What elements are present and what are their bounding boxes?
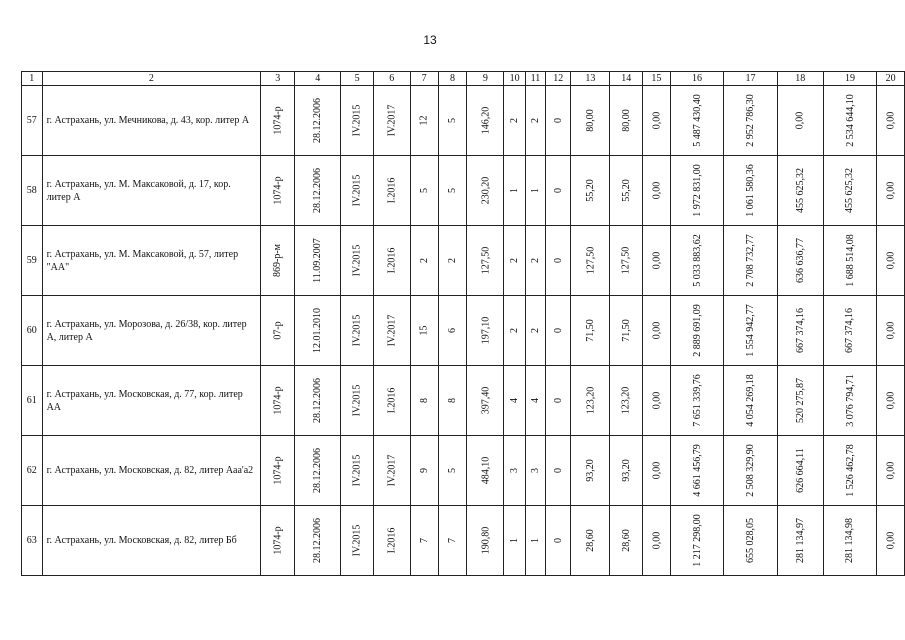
cell-value: 5 [446, 188, 458, 193]
value-cell-col-18 [777, 436, 823, 506]
cell-value: 1074-р [272, 456, 284, 485]
value-cell-col-8 [438, 156, 467, 226]
value-cell-col-10 [504, 506, 525, 576]
value-cell-col-3 [261, 506, 295, 576]
value-cell-col-17 [724, 156, 778, 226]
value-cell-col-13 [571, 86, 610, 156]
value-cell-col-6 [373, 506, 410, 576]
value-cell-col-7 [410, 226, 438, 296]
value-cell-col-11 [525, 86, 545, 156]
value-cell-col-4 [295, 366, 341, 436]
value-cell-col-15 [642, 296, 670, 366]
cell-value: 0,00 [650, 321, 662, 340]
value-cell-col-14 [610, 86, 643, 156]
value-cell-col-5 [341, 86, 374, 156]
value-cell-col-15 [642, 86, 670, 156]
cell-value: 4 [509, 398, 521, 403]
value-cell-col-20 [877, 86, 905, 156]
value-cell-col-15 [642, 366, 670, 436]
value-cell-col-11 [525, 436, 545, 506]
cell-value: IV.2015 [351, 314, 363, 347]
value-cell-col-19 [823, 366, 877, 436]
value-cell-col-11 [525, 366, 545, 436]
cell-value: 6 [446, 328, 458, 333]
cell-value: 230,20 [479, 176, 491, 205]
column-header-5: 5 [341, 72, 374, 86]
cell-value: 0,00 [650, 181, 662, 200]
cell-value: 0,00 [650, 111, 662, 130]
table-row [22, 506, 905, 576]
row-number-cell: 60 [22, 296, 43, 366]
cell-value: 71,50 [584, 319, 596, 342]
cell-value: 869-р-м [272, 244, 284, 277]
table-row [22, 296, 905, 366]
cell-value: IV.2015 [351, 174, 363, 207]
cell-value: 0,00 [650, 461, 662, 480]
value-cell-col-8 [438, 506, 467, 576]
data-table [21, 71, 905, 576]
cell-value: I.2016 [386, 527, 398, 554]
value-cell-col-7 [410, 366, 438, 436]
value-cell-col-7 [410, 156, 438, 226]
value-cell-col-8 [438, 436, 467, 506]
value-cell-col-10 [504, 156, 525, 226]
table-row [22, 86, 905, 156]
cell-value: 0,00 [794, 111, 806, 130]
address-cell: г. Астрахань, ул. М. Максаковой, д. 17, кор. литер А [42, 156, 261, 226]
cell-value: 12 [418, 115, 430, 126]
cell-value: 127,50 [479, 246, 491, 275]
cell-value: 5 487 430,40 [691, 94, 703, 147]
value-cell-col-14 [610, 296, 643, 366]
cell-value: 2 708 732,77 [744, 234, 756, 287]
cell-value: IV.2015 [351, 524, 363, 557]
cell-value: 3 [529, 468, 541, 473]
cell-value: 1074-р [272, 386, 284, 415]
cell-value: 655 028,05 [744, 518, 756, 563]
value-cell-col-15 [642, 436, 670, 506]
address-cell: г. Астрахань, ул. Мечникова, д. 43, кор. литер А [42, 86, 261, 156]
column-header-17: 17 [724, 72, 778, 86]
address-cell: г. Астрахань, ул. Московская, д. 82, литер Бб [42, 506, 261, 576]
value-cell-col-7 [410, 86, 438, 156]
cell-value: 8 [446, 398, 458, 403]
value-cell-col-9 [467, 156, 504, 226]
cell-value: 2 [418, 258, 430, 263]
column-header-3: 3 [261, 72, 295, 86]
cell-value: 11.09.2007 [312, 238, 324, 283]
cell-value: 0 [552, 188, 564, 193]
row-number-cell: 61 [22, 366, 43, 436]
cell-value: 2 889 691,09 [691, 304, 703, 357]
cell-value: IV.2015 [351, 384, 363, 417]
value-cell-col-20 [877, 156, 905, 226]
cell-value: 1 061 580,36 [744, 164, 756, 217]
value-cell-col-13 [571, 156, 610, 226]
cell-value: 127,50 [584, 246, 596, 275]
value-cell-col-20 [877, 226, 905, 296]
value-cell-col-16 [670, 436, 724, 506]
value-cell-col-20 [877, 436, 905, 506]
cell-value: 8 [418, 398, 430, 403]
value-cell-col-9 [467, 86, 504, 156]
cell-value: 0,00 [885, 111, 897, 130]
cell-value: 0,00 [885, 531, 897, 550]
value-cell-col-14 [610, 156, 643, 226]
row-number-cell: 63 [22, 506, 43, 576]
cell-value: 28.12.2006 [312, 98, 324, 143]
value-cell-col-11 [525, 296, 545, 366]
value-cell-col-8 [438, 86, 467, 156]
cell-value: 28,60 [584, 529, 596, 552]
column-header-10: 10 [504, 72, 525, 86]
value-cell-col-18 [777, 86, 823, 156]
column-header-1: 1 [22, 72, 43, 86]
cell-value: 0 [552, 328, 564, 333]
column-header-8: 8 [438, 72, 467, 86]
value-cell-col-17 [724, 366, 778, 436]
cell-value: 0,00 [885, 321, 897, 340]
cell-value: 4 [529, 398, 541, 403]
cell-value: 1 [529, 538, 541, 543]
value-cell-col-12 [546, 436, 571, 506]
cell-value: 3 076 794,71 [844, 374, 856, 427]
cell-value: 28,60 [620, 529, 632, 552]
value-cell-col-18 [777, 156, 823, 226]
value-cell-col-6 [373, 156, 410, 226]
value-cell-col-19 [823, 226, 877, 296]
cell-value: 127,50 [620, 246, 632, 275]
column-header-16: 16 [670, 72, 724, 86]
value-cell-col-7 [410, 436, 438, 506]
cell-value: 0,00 [650, 531, 662, 550]
cell-value: 1 [509, 188, 521, 193]
cell-value: IV.2017 [386, 104, 398, 137]
cell-value: 0 [552, 398, 564, 403]
value-cell-col-13 [571, 226, 610, 296]
column-header-12: 12 [546, 72, 571, 86]
cell-value: 1 [509, 538, 521, 543]
value-cell-col-10 [504, 86, 525, 156]
cell-value: IV.2017 [386, 454, 398, 487]
value-cell-col-13 [571, 296, 610, 366]
cell-value: I.2016 [386, 387, 398, 414]
value-cell-col-20 [877, 366, 905, 436]
value-cell-col-3 [261, 86, 295, 156]
value-cell-col-6 [373, 366, 410, 436]
value-cell-col-4 [295, 436, 341, 506]
value-cell-col-4 [295, 296, 341, 366]
cell-value: 123,20 [620, 386, 632, 415]
value-cell-col-16 [670, 366, 724, 436]
cell-value: IV.2015 [351, 454, 363, 487]
cell-value: I.2016 [386, 177, 398, 204]
cell-value: 12.01.2010 [312, 308, 324, 353]
column-header-9: 9 [467, 72, 504, 86]
cell-value: I.2016 [386, 247, 398, 274]
value-cell-col-7 [410, 506, 438, 576]
cell-value: IV.2015 [351, 244, 363, 277]
value-cell-col-14 [610, 226, 643, 296]
cell-value: 0,00 [650, 251, 662, 270]
cell-value: 0,00 [885, 391, 897, 410]
value-cell-col-15 [642, 226, 670, 296]
address-cell: г. Астрахань, ул. Московская, д. 82, литер Ааа'а2 [42, 436, 261, 506]
column-header-7: 7 [410, 72, 438, 86]
value-cell-col-15 [642, 506, 670, 576]
cell-value: 4 661 456,79 [691, 444, 703, 497]
cell-value: 1 972 831,00 [691, 164, 703, 217]
value-cell-col-12 [546, 296, 571, 366]
value-cell-col-12 [546, 226, 571, 296]
column-header-15: 15 [642, 72, 670, 86]
value-cell-col-6 [373, 86, 410, 156]
cell-value: 190,80 [479, 526, 491, 555]
row-number-cell: 59 [22, 226, 43, 296]
cell-value: 71,50 [620, 319, 632, 342]
column-header-2: 2 [42, 72, 261, 86]
value-cell-col-19 [823, 156, 877, 226]
cell-value: 0 [552, 118, 564, 123]
table-row [22, 436, 905, 506]
cell-value: 7 [418, 538, 430, 543]
cell-value: 667 374,16 [844, 308, 856, 353]
value-cell-col-17 [724, 436, 778, 506]
cell-value: 93,20 [620, 459, 632, 482]
address-cell: г. Астрахань, ул. Московская, д. 77, кор. литер АА [42, 366, 261, 436]
value-cell-col-17 [724, 86, 778, 156]
address-cell: г. Астрахань, ул. Морозова, д. 26/38, кор. литер А, литер А [42, 296, 261, 366]
value-cell-col-14 [610, 366, 643, 436]
cell-value: 5 [418, 188, 430, 193]
column-header-19: 19 [823, 72, 877, 86]
value-cell-col-13 [571, 506, 610, 576]
row-number-cell: 58 [22, 156, 43, 226]
column-header-14: 14 [610, 72, 643, 86]
cell-value: 1 526 462,78 [844, 444, 856, 497]
cell-value: 28.12.2006 [312, 448, 324, 493]
cell-value: 281 134,98 [844, 518, 856, 563]
value-cell-col-10 [504, 436, 525, 506]
value-cell-col-4 [295, 226, 341, 296]
cell-value: 55,20 [584, 179, 596, 202]
value-cell-col-6 [373, 436, 410, 506]
cell-value: 1074-р [272, 526, 284, 555]
value-cell-col-10 [504, 296, 525, 366]
value-cell-col-11 [525, 506, 545, 576]
value-cell-col-9 [467, 436, 504, 506]
value-cell-col-16 [670, 86, 724, 156]
value-cell-col-3 [261, 296, 295, 366]
cell-value: 1074-р [272, 106, 284, 135]
column-header-4: 4 [295, 72, 341, 86]
cell-value: 1 [529, 188, 541, 193]
value-cell-col-3 [261, 436, 295, 506]
value-cell-col-5 [341, 366, 374, 436]
cell-value: 2 508 329,90 [744, 444, 756, 497]
cell-value: 93,20 [584, 459, 596, 482]
value-cell-col-5 [341, 226, 374, 296]
row-number-cell: 62 [22, 436, 43, 506]
value-cell-col-4 [295, 156, 341, 226]
value-cell-col-14 [610, 436, 643, 506]
value-cell-col-11 [525, 156, 545, 226]
cell-value: 2 [529, 118, 541, 123]
cell-value: 455 625,32 [794, 168, 806, 213]
table-row [22, 366, 905, 436]
cell-value: 07-р [272, 321, 284, 340]
value-cell-col-10 [504, 226, 525, 296]
column-header-6: 6 [373, 72, 410, 86]
cell-value: 636 636,77 [794, 238, 806, 283]
value-cell-col-20 [877, 506, 905, 576]
cell-value: 123,20 [584, 386, 596, 415]
value-cell-col-19 [823, 296, 877, 366]
value-cell-col-18 [777, 366, 823, 436]
value-cell-col-3 [261, 156, 295, 226]
cell-value: 80,00 [620, 109, 632, 132]
value-cell-col-5 [341, 506, 374, 576]
cell-value: 1 688 514,08 [844, 234, 856, 287]
cell-value: 28.12.2006 [312, 378, 324, 423]
cell-value: 0,00 [885, 461, 897, 480]
value-cell-col-15 [642, 156, 670, 226]
address-cell: г. Астрахань, ул. М. Максаковой, д. 57, литер "АА" [42, 226, 261, 296]
cell-value: 4 054 269,18 [744, 374, 756, 427]
value-cell-col-19 [823, 506, 877, 576]
cell-value: 2 [509, 328, 521, 333]
value-cell-col-17 [724, 506, 778, 576]
cell-value: 28.12.2006 [312, 518, 324, 563]
cell-value: 281 134,97 [794, 518, 806, 563]
cell-value: 197,10 [479, 316, 491, 345]
value-cell-col-8 [438, 366, 467, 436]
cell-value: 0 [552, 538, 564, 543]
value-cell-col-16 [670, 296, 724, 366]
value-cell-col-5 [341, 436, 374, 506]
value-cell-col-12 [546, 86, 571, 156]
cell-value: 2 [529, 258, 541, 263]
cell-value: 7 651 339,76 [691, 374, 703, 427]
value-cell-col-19 [823, 436, 877, 506]
value-cell-col-16 [670, 156, 724, 226]
value-cell-col-13 [571, 436, 610, 506]
value-cell-col-16 [670, 226, 724, 296]
value-cell-col-4 [295, 86, 341, 156]
cell-value: IV.2017 [386, 314, 398, 347]
value-cell-col-9 [467, 506, 504, 576]
column-header-13: 13 [571, 72, 610, 86]
cell-value: 5 [446, 118, 458, 123]
cell-value: 7 [446, 538, 458, 543]
value-cell-col-17 [724, 296, 778, 366]
cell-value: 1074-р [272, 176, 284, 205]
value-cell-col-18 [777, 506, 823, 576]
table-row [22, 156, 905, 226]
cell-value: 626 664,11 [794, 448, 806, 493]
cell-value: 9 [418, 468, 430, 473]
value-cell-col-6 [373, 296, 410, 366]
value-cell-col-18 [777, 226, 823, 296]
value-cell-col-5 [341, 156, 374, 226]
cell-value: 0,00 [650, 391, 662, 410]
table-row [22, 226, 905, 296]
row-number-cell: 57 [22, 86, 43, 156]
value-cell-col-6 [373, 226, 410, 296]
cell-value: 455 625,32 [844, 168, 856, 213]
cell-value: 5 [446, 468, 458, 473]
cell-value: 146,20 [479, 106, 491, 135]
column-header-11: 11 [525, 72, 545, 86]
cell-value: IV.2015 [351, 104, 363, 137]
page-number: 13 [423, 33, 437, 47]
value-cell-col-13 [571, 366, 610, 436]
value-cell-col-3 [261, 366, 295, 436]
cell-value: 667 374,16 [794, 308, 806, 353]
cell-value: 2 [446, 258, 458, 263]
cell-value: 484,10 [479, 456, 491, 485]
cell-value: 397,40 [479, 386, 491, 415]
value-cell-col-4 [295, 506, 341, 576]
cell-value: 3 [509, 468, 521, 473]
value-cell-col-9 [467, 296, 504, 366]
cell-value: 0 [552, 258, 564, 263]
value-cell-col-14 [610, 506, 643, 576]
cell-value: 55,20 [620, 179, 632, 202]
cell-value: 5 033 883,62 [691, 234, 703, 287]
value-cell-col-9 [467, 226, 504, 296]
value-cell-col-9 [467, 366, 504, 436]
value-cell-col-12 [546, 506, 571, 576]
value-cell-col-11 [525, 226, 545, 296]
value-cell-col-8 [438, 226, 467, 296]
value-cell-col-7 [410, 296, 438, 366]
cell-value: 520 275,87 [794, 378, 806, 423]
value-cell-col-5 [341, 296, 374, 366]
column-header-18: 18 [777, 72, 823, 86]
cell-value: 28.12.2006 [312, 168, 324, 213]
cell-value: 1 554 942,77 [744, 304, 756, 357]
value-cell-col-3 [261, 226, 295, 296]
value-cell-col-16 [670, 506, 724, 576]
cell-value: 0,00 [885, 251, 897, 270]
cell-value: 15 [418, 325, 430, 336]
value-cell-col-10 [504, 366, 525, 436]
cell-value: 80,00 [584, 109, 596, 132]
value-cell-col-17 [724, 226, 778, 296]
value-cell-col-18 [777, 296, 823, 366]
value-cell-col-12 [546, 366, 571, 436]
cell-value: 2 [509, 258, 521, 263]
column-header-20: 20 [877, 72, 905, 86]
cell-value: 0,00 [885, 181, 897, 200]
cell-value: 2 [529, 328, 541, 333]
cell-value: 0 [552, 468, 564, 473]
value-cell-col-20 [877, 296, 905, 366]
value-cell-col-19 [823, 86, 877, 156]
value-cell-col-12 [546, 156, 571, 226]
cell-value: 2 952 786,30 [744, 94, 756, 147]
table-header-row [22, 72, 905, 86]
value-cell-col-8 [438, 296, 467, 366]
cell-value: 1 217 298,00 [691, 514, 703, 567]
cell-value: 2 534 644,10 [844, 94, 856, 147]
cell-value: 2 [509, 118, 521, 123]
